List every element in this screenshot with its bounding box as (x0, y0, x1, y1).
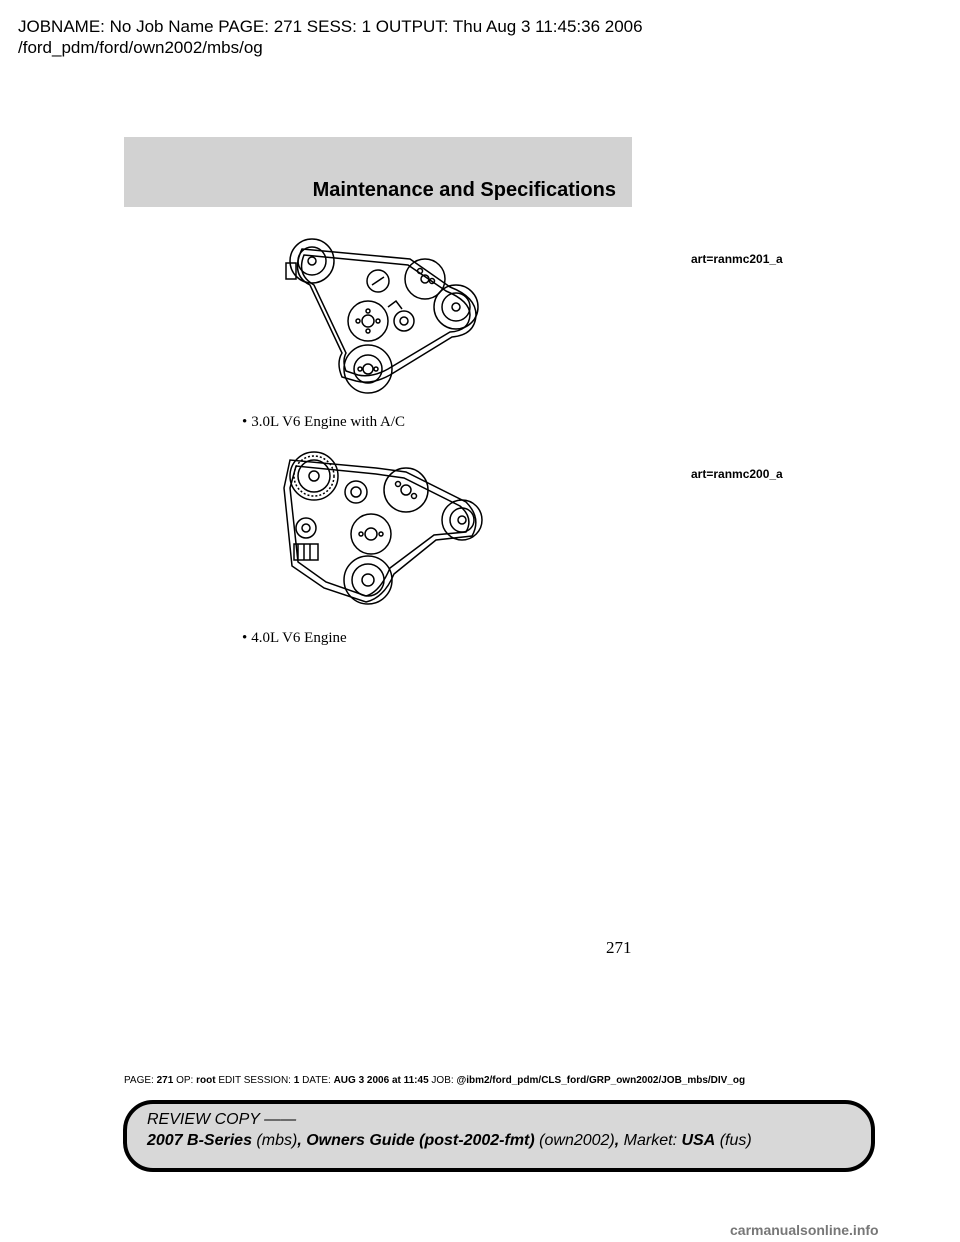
review-model-code: (mbs) (256, 1132, 298, 1149)
review-copy-label: REVIEW COPY —— (147, 1111, 297, 1128)
caption-text-2: 4.0L V6 Engine (251, 630, 347, 646)
job-header-line1: JOBNAME: No Job Name PAGE: 271 SESS: 1 OUTPUT: Thu Aug 3 11:45:36 2006 (18, 17, 643, 36)
figure-caption-2 (242, 630, 347, 647)
footer-page-value: 271 (156, 1075, 174, 1086)
art-label-1: art=ranmc201_a (691, 252, 783, 266)
footer-session-value: 1 (293, 1075, 300, 1086)
footer-date-label: DATE: (302, 1075, 331, 1086)
review-model: 2007 B-Series (147, 1132, 252, 1149)
section-header-band (124, 137, 632, 207)
footer-op-value: root (196, 1075, 216, 1086)
review-sep-1: , (297, 1132, 302, 1149)
footer-page-label: PAGE: (124, 1075, 154, 1086)
review-copy-box (123, 1100, 875, 1172)
figure-caption-1 (242, 414, 405, 431)
review-guide-code: (own2002) (539, 1132, 615, 1149)
section-title: Maintenance and Specifications (312, 179, 616, 201)
review-market: USA (681, 1132, 716, 1149)
review-sep-2: , (614, 1132, 620, 1149)
review-copy-details (147, 1132, 752, 1150)
watermark: carmanualsonline.info (730, 1222, 879, 1238)
footer-session-label: EDIT SESSION: (218, 1075, 291, 1086)
belt-routing-diagram-1 (280, 235, 490, 395)
job-header (18, 16, 643, 58)
footer-op-label: OP: (176, 1075, 194, 1086)
bullet-1: • (242, 414, 248, 430)
review-market-code: (fus) (719, 1132, 752, 1149)
footer-meta (124, 1075, 745, 1086)
footer-date-value: AUG 3 2006 at 11:45 (333, 1075, 429, 1086)
art-label-2: art=ranmc200_a (691, 467, 783, 481)
page-number: 271 (606, 938, 632, 957)
footer-job-label: JOB: (431, 1075, 454, 1086)
belt-routing-diagram-2 (276, 448, 488, 608)
review-market-label: Market: (623, 1132, 678, 1149)
caption-text-1: 3.0L V6 Engine with A/C (251, 414, 406, 430)
job-header-line2: /ford_pdm/ford/own2002/mbs/og (18, 38, 263, 57)
bullet-2: • (242, 630, 248, 646)
review-guide: Owners Guide (post-2002-fmt) (306, 1132, 535, 1149)
footer-job-value: @ibm2/ford_pdm/CLS_ford/GRP_own2002/JOB_mbs/DIV_og (456, 1075, 746, 1086)
